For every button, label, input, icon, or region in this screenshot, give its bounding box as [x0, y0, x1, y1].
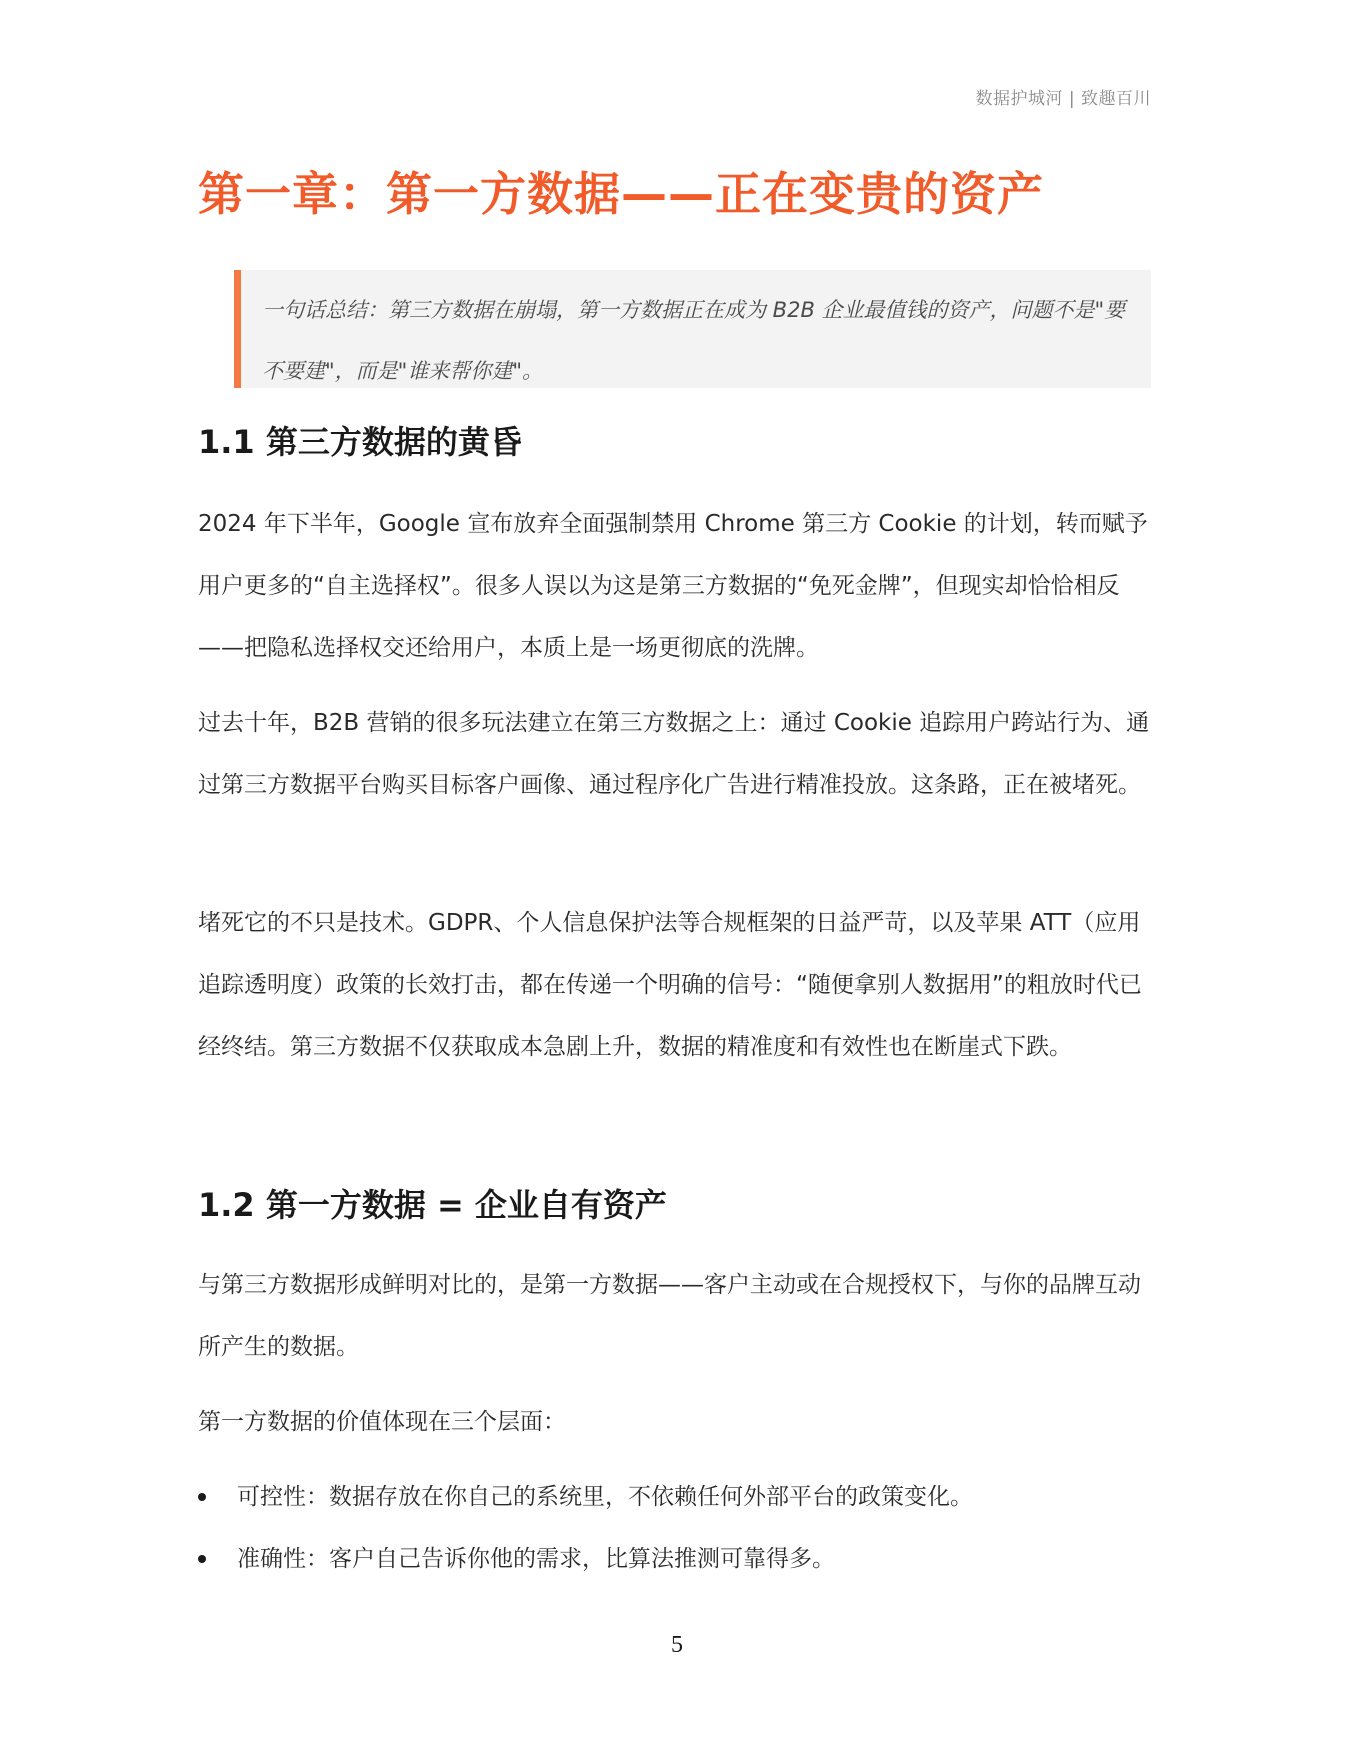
- value-bullet-list: [198, 1466, 1158, 1590]
- page-number: 5: [671, 1632, 683, 1658]
- bullet-text: 准确性：客户自己告诉你他的需求，比算法推测可靠得多。: [237, 1546, 835, 1572]
- paragraph-compliance: 堵死它的不只是技术。GDPR、个人信息保护法等合规框架的日益严苛，以及苹果 ATT（应用追踪透明度）政策的长效打击，都在传递一个明确的信号：“随便拿别人数据用”的粗放时代已经终结。第三方数据不仅获取成本急剧上升，数据的精准度和有效性也在断崖式下跌。: [198, 910, 1142, 1060]
- summary-callout: [234, 270, 1151, 388]
- list-item: [198, 1528, 1158, 1590]
- section-title-1-2: 1.2 第一方数据 = 企业自有资产: [198, 1186, 667, 1224]
- bullet-icon: [198, 1555, 206, 1563]
- summary-text: 一句话总结：第三方数据在崩塌，第一方数据正在成为 B2B 企业最值钱的资产，问题不是"要不要建"，而是"谁来帮你建"。: [262, 298, 1126, 383]
- header-brand: 数据护城河 | 致趣百川: [975, 89, 1151, 109]
- bullet-icon: [198, 1493, 206, 1501]
- list-item: [198, 1466, 1158, 1528]
- chapter-title: 第一章：第一方数据——正在变贵的资产: [198, 167, 1044, 221]
- paragraph-first-party-definition: 与第三方数据形成鲜明对比的，是第一方数据——客户主动或在合规授权下，与你的品牌互动所产生的数据。: [198, 1272, 1141, 1360]
- paragraph-b2b-marketing: 过去十年，B2B 营销的很多玩法建立在第三方数据之上：通过 Cookie 追踪用户跨站行为、通过第三方数据平台购买目标客户画像、通过程序化广告进行精准投放。这条路，正在被堵死。: [198, 710, 1150, 798]
- paragraph-value-intro: 第一方数据的价值体现在三个层面：: [198, 1409, 566, 1435]
- section-title-1-1: 1.1 第三方数据的黄昏: [198, 423, 522, 461]
- bullet-text: 可控性：数据存放在你自己的系统里，不依赖任何外部平台的政策变化。: [237, 1484, 973, 1510]
- paragraph-google-cookie: 2024 年下半年，Google 宣布放弃全面强制禁用 Chrome 第三方 Cookie 的计划，转而赋予用户更多的“自主选择权”。很多人误以为这是第三方数据的“免死金牌”，但现实却恰恰相反——把隐私选择权交还给用户，本质上是一场更彻底的洗牌。: [198, 511, 1148, 661]
